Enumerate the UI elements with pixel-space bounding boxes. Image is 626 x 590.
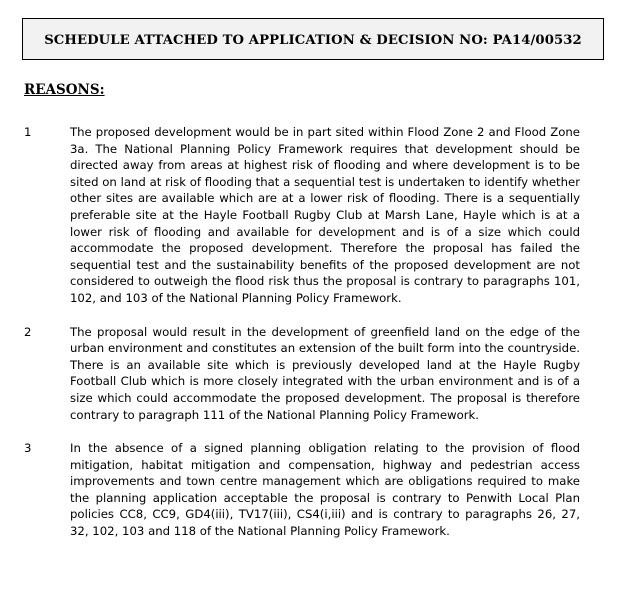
reasons-heading-wrapper — [22, 60, 604, 98]
list-item — [22, 324, 604, 424]
reason-text: In the absence of a signed planning obligation relating to the provision of flood mitigation, habitat mitigation and compensation, highway and pedestrian access improvements and town centre management which are obligations required to make the planning application acceptable the proposal is contrary to Penwith Local Plan policies CC8, CC9, GD4(iii), TV17(iii), CS4(i,iii) and is contrary to paragraphs 26, 27, 32, 102, 103 and 118 of the National Planning Policy Framework. — [70, 441, 580, 539]
reason-number: 3 — [24, 441, 32, 456]
reason-number: 2 — [24, 324, 32, 339]
reason-number: 1 — [24, 125, 32, 139]
schedule-title-box — [22, 18, 604, 60]
list-item — [22, 440, 604, 540]
reason-text: The proposed development would be in part sited within Flood Zone 2 and Flood Zone 3a. The National Planning Policy Framework requires that development should be directed away from areas at highest risk of flooding and where development is to be sited on land at risk of flooding that a sequential test is undertaken to identify whether other sites are available which are at a lower risk of flooding. There is a sequentially preferable site at the Hayle Football Rugby Club at Marsh Lane, Hayle which is at a lower risk of flooding and available for development and is of a size which could accommodate the proposed development. Therefore the proposal has failed the sequential test and the sustainability benefits of the proposed development are not considered to outweigh the flood risk thus the proposal is contrary to paragraphs 101, 102, and 103 of the National Planning Policy Framework. — [70, 125, 580, 305]
reasons-list — [22, 124, 604, 540]
page-title: SCHEDULE ATTACHED TO APPLICATION & DECISION NO: PA14/00532 — [44, 33, 582, 48]
section-heading: REASONS: — [24, 82, 105, 98]
reason-text: The proposal would result in the development of greenfield land on the edge of the urban environment and constitutes an extension of the built form into the countryside. There is an available site which is previously developed land at the Hayle Rugby Football Club which is more closely integrated with the urban environment and is of a size which could accommodate the proposed development. The proposal is therefore contrary to paragraph 111 of the National Planning Policy Framework. — [70, 324, 580, 422]
list-item — [22, 124, 604, 307]
